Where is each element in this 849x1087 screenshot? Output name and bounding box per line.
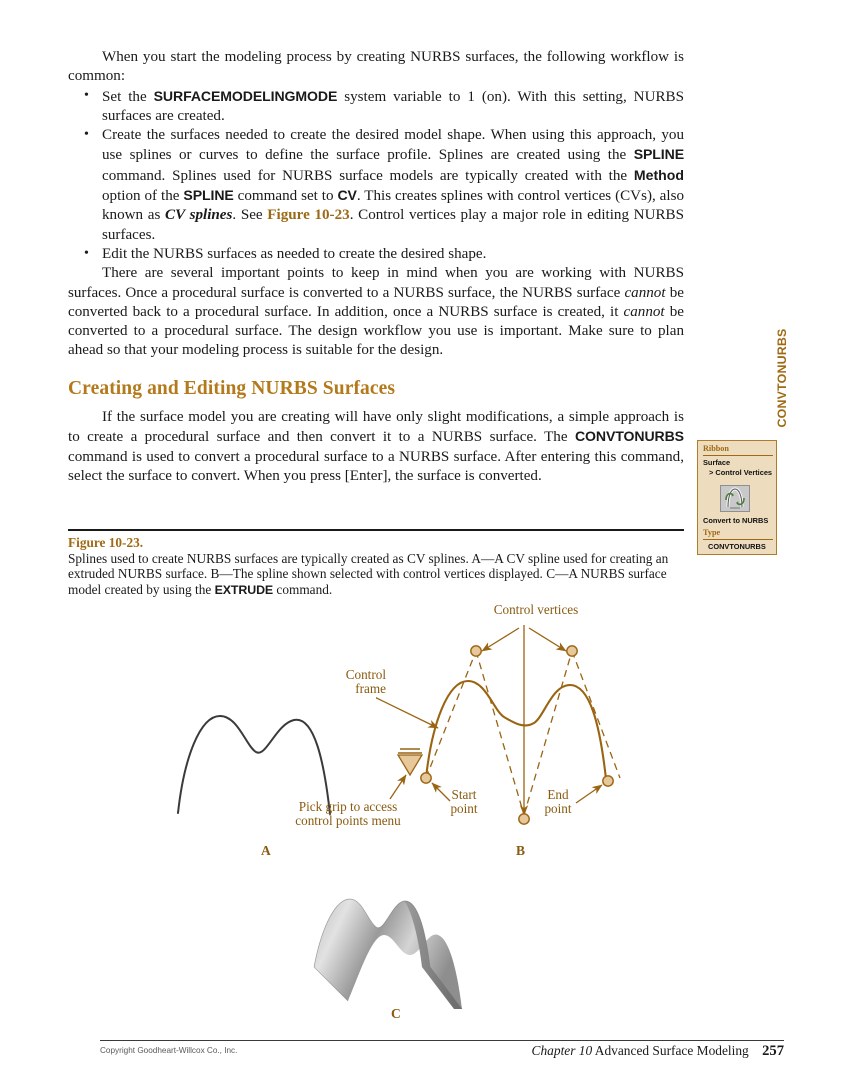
annotation-end-point-line1: End [547,787,569,802]
control-vertex-start[interactable] [421,773,431,783]
section-paragraph: If the surface model you are creating will have only slight modifications, a simple approach is to create a procedural surface and then convert it to a NURBS surface. The CONVTONURBS command is used to convert a procedural surface to a NURBS surface. After entering this command, select the surface to convert. When you press [Enter], the surface is converted. [68,409,684,484]
pick-grip-triangle[interactable] [398,749,422,775]
figure-caption [68,535,688,599]
footer-page-number: 257 [762,1043,784,1059]
pick-grip-leader [390,775,406,799]
surface-main-face [314,899,462,1009]
ribbon-type-label: Type [703,528,721,537]
footer-copyright: Copyright Goodheart-Willcox Co., Inc. [100,1046,238,1055]
ribbon-box-title: Ribbon [703,444,729,453]
annotation-pick-grip-line2: control points menu [295,813,401,828]
annotation-pick-grip-line1: Pick grip to access [298,799,398,814]
panel-a-spline-drawing [108,628,368,868]
ribbon-path-line-1: Surface [703,458,731,467]
ribbon-vertical-tab-label: CONVTONURBS [775,328,789,428]
section-body-column [68,408,684,486]
panel-letter-b: B [516,843,526,858]
list-item: • Create the surfaces needed to create the desired model shape. When using this approach, you use splines or curves to define the surface profile. Splines are created using the SPLINE command. Splines used for NURBS surface models are typically created with the Method option of the SPLINE command set to CV. This creates splines with control vertices (CVs), also known as CV splines. See Figure 10-23. Control vertices play a major role in editing NURBS surfaces. [68,126,684,245]
workflow-bullet-list [68,87,684,265]
ribbon-button-label: Convert to NURBS [703,516,769,525]
panel-letter-c: C [391,1006,401,1021]
ribbon-path-line-2: > Control Vertices [709,468,773,477]
panel-c-nurbs-surface [306,863,496,1013]
annotation-end-point-line2: point [544,801,572,816]
body-text-column [68,48,684,361]
annotation-start-point-line2: point [450,801,478,816]
footer-chapter-info [532,1043,784,1060]
figure-number: Figure 10-23. [68,535,144,550]
figure-top-rule [68,529,684,531]
list-item: • Set the SURFACEMODELINGMODE system variable to 1 (on). With this setting, NURBS surfaces are created. [68,87,684,127]
list-item: • Edit the NURBS surfaces as needed to create the desired shape. [68,245,684,264]
convert-to-nurbs-glyph [721,486,749,511]
control-vertices-left-leader [482,628,519,651]
annotation-start-point-line1: Start [451,787,477,802]
ribbon-reference-box [697,328,789,557]
control-vertex-upper-right[interactable] [567,646,577,656]
panel-b-curve [426,681,606,779]
figure-illustration [68,598,684,1028]
ribbon-command-name: CONVTONURBS [708,542,766,551]
convert-to-nurbs-icon[interactable] [720,485,750,512]
annotation-control-frame-line2: frame [355,681,386,696]
points-paragraph: There are several important points to keep in mind when you are working with NURBS surfaces. Once a procedural surface is converted to a NURBS surface, the NURBS surface cannot be converted back to a procedural surface. In addition, once a NURBS surface is created, it cannot be converted to a procedural surface. The design workflow you use is important. Make sure to plan ahead so that your modeling process is suitable for the design. [68,265,684,359]
annotation-control-vertices: Control vertices [493,602,579,617]
footer-rule [100,1040,784,1041]
control-vertices-right-leader [529,628,566,651]
intro-paragraph: When you start the modeling process by creating NURBS surfaces, the following workflow is common: [68,49,684,85]
section-heading: Creating and Editing NURBS Surfaces [68,378,396,399]
figure-caption-text: Splines used to create NURBS surfaces are typically created as CV splines. A—A CV spline used for creating an extruded NURBS surface. B—The spline shown selected with control vertices displayed. C—A NURBS surface model created by using the EXTRUDE command. [68,550,669,598]
control-vertex-upper-left[interactable] [471,646,481,656]
ribbon-divider-top [703,455,773,456]
footer-chapter-title: Advanced Surface Modeling [594,1043,749,1058]
annotation-control-frame-line1: Control [345,667,386,682]
control-vertex-end[interactable] [603,776,613,786]
footer-chapter-number: Chapter 10 [531,1043,593,1058]
control-vertex-bottom-center[interactable] [519,814,529,824]
ribbon-divider-bottom [703,539,773,540]
ribbon-box-frame [697,440,777,555]
panel-letter-a: A [261,843,271,858]
